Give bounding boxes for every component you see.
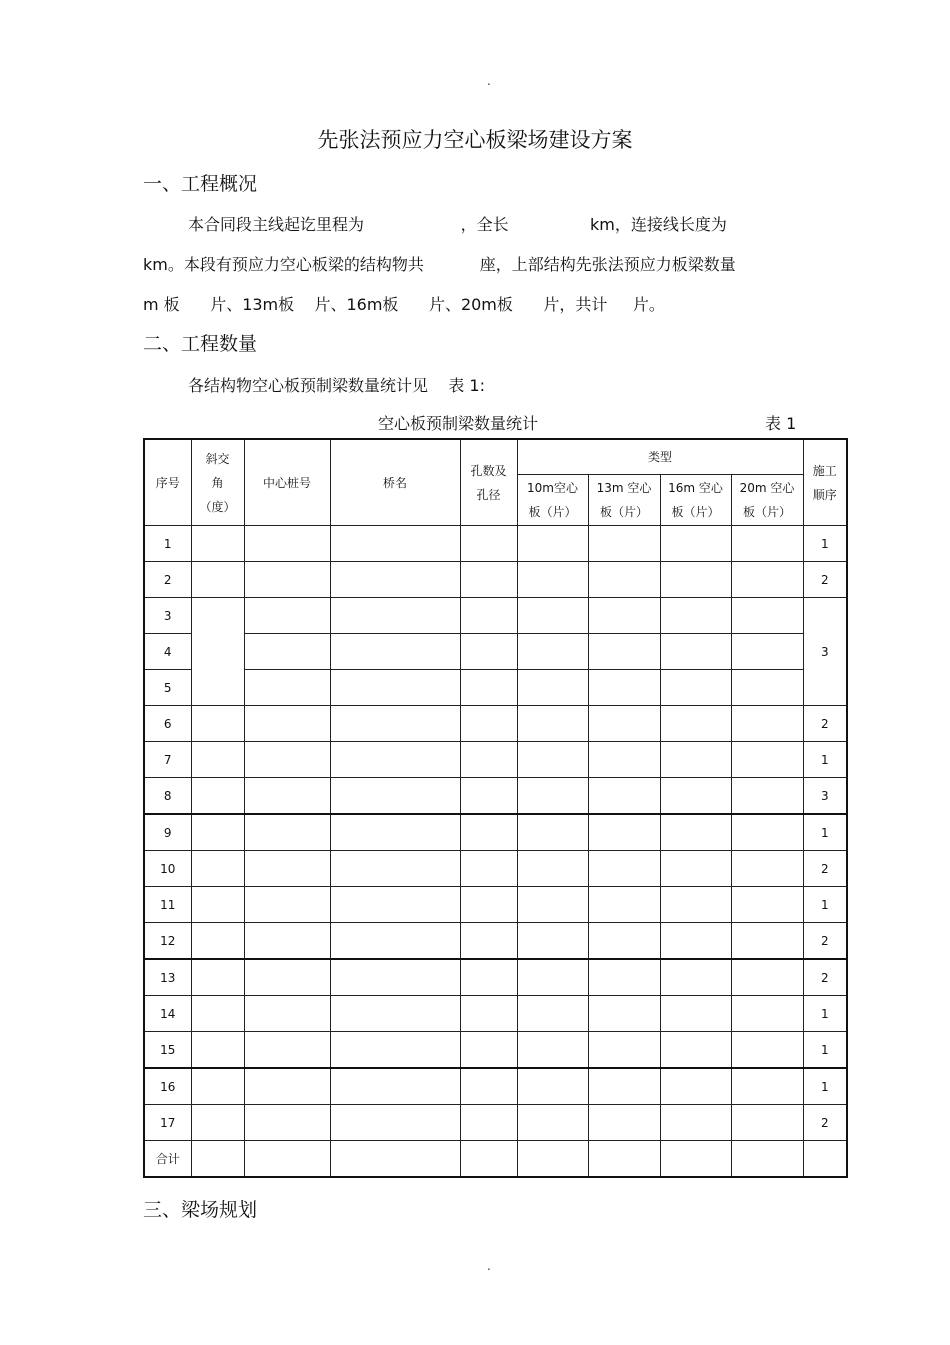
cell-span — [460, 851, 517, 887]
cell-20m — [731, 923, 803, 960]
cell-13m — [588, 778, 660, 815]
cell-stake — [244, 887, 330, 923]
cell-span — [460, 742, 517, 778]
cell-bridge — [330, 670, 460, 706]
table-row — [144, 814, 847, 851]
cell-stake — [244, 1032, 330, 1069]
cell-16m — [660, 814, 731, 851]
header-type-13m — [588, 475, 660, 526]
cell-order: 2 — [803, 706, 847, 742]
cell-angle — [191, 959, 244, 996]
cell-20m — [731, 598, 803, 634]
cell-total — [660, 1141, 731, 1178]
cell-span — [460, 778, 517, 815]
cell-angle — [191, 923, 244, 960]
cell-seq: 14 — [144, 996, 191, 1032]
cell-20m — [731, 814, 803, 851]
cell-10m — [517, 1068, 588, 1105]
cell-span — [460, 1105, 517, 1141]
cell-13m — [588, 706, 660, 742]
cell-seq: 16 — [144, 1068, 191, 1105]
cell-order: 2 — [803, 959, 847, 996]
cell-13m — [588, 598, 660, 634]
cell-bridge — [330, 598, 460, 634]
cell-20m — [731, 851, 803, 887]
cell-total — [330, 1141, 460, 1178]
cell-stake — [244, 923, 330, 960]
cell-stake — [244, 706, 330, 742]
cell-angle — [191, 562, 244, 598]
cell-16m — [660, 887, 731, 923]
cell-span — [460, 706, 517, 742]
cell-span — [460, 1032, 517, 1069]
cell-angle — [191, 598, 244, 706]
overview-line-2: km。本段有预应力空心板梁的结构物共 座，上部结构先张法预应力板梁数量 — [143, 255, 736, 274]
cell-10m — [517, 1105, 588, 1141]
cell-stake — [244, 526, 330, 562]
cell-stake — [244, 778, 330, 815]
cell-16m — [660, 670, 731, 706]
table-header-row — [144, 439, 847, 475]
header-10m-line-2: 板（片） — [528, 505, 577, 519]
cell-16m — [660, 851, 731, 887]
cell-bridge — [330, 562, 460, 598]
cell-bridge — [330, 887, 460, 923]
overview-line-1: 本合同段主线起讫里程为 ，全长 km，连接线长度为 — [188, 215, 727, 234]
cell-order: 1 — [803, 1032, 847, 1069]
cell-seq: 7 — [144, 742, 191, 778]
cell-span — [460, 526, 517, 562]
cell-stake — [244, 996, 330, 1032]
header-type-20m — [731, 475, 803, 526]
section-heading-quantity: 二、工程数量 — [143, 333, 258, 355]
cell-bridge — [330, 742, 460, 778]
header-20m-line-2: 板（片） — [743, 505, 792, 519]
cell-total — [460, 1141, 517, 1178]
cell-span — [460, 923, 517, 960]
cell-total — [588, 1141, 660, 1178]
cell-bridge — [330, 634, 460, 670]
cell-stake — [244, 634, 330, 670]
header-angle-line-1: 斜交 — [205, 451, 230, 466]
cell-20m — [731, 742, 803, 778]
cell-span — [460, 996, 517, 1032]
cell-10m — [517, 996, 588, 1032]
cell-seq: 10 — [144, 851, 191, 887]
cell-10m — [517, 598, 588, 634]
cell-seq: 4 — [144, 634, 191, 670]
cell-seq: 3 — [144, 598, 191, 634]
cell-10m — [517, 814, 588, 851]
cell-stake — [244, 851, 330, 887]
table-caption: 空心板预制梁数量统计 — [378, 414, 539, 433]
section-heading-overview: 一、工程概况 — [143, 173, 258, 195]
document-title: 先张法预应力空心板梁场建设方案 — [317, 128, 633, 152]
cell-10m — [517, 562, 588, 598]
cell-13m — [588, 1032, 660, 1069]
cell-16m — [660, 996, 731, 1032]
cell-angle — [191, 1032, 244, 1069]
table-row — [144, 923, 847, 960]
cell-10m — [517, 923, 588, 960]
header-angle-line-3: （度） — [199, 499, 236, 514]
cell-total — [517, 1141, 588, 1178]
cell-bridge — [330, 1068, 460, 1105]
table-row — [144, 887, 847, 923]
cell-order: 2 — [803, 562, 847, 598]
cell-span — [460, 598, 517, 634]
header-seq: 序号 — [144, 439, 191, 526]
cell-stake — [244, 670, 330, 706]
cell-10m — [517, 634, 588, 670]
cell-16m — [660, 1105, 731, 1141]
header-20m-line-1: 20m 空心 — [739, 481, 795, 495]
header-13m-line-2: 板（片） — [599, 505, 648, 519]
cell-bridge — [330, 1032, 460, 1069]
cell-order: 3 — [803, 598, 847, 706]
cell-10m — [517, 670, 588, 706]
cell-13m — [588, 814, 660, 851]
cell-angle — [191, 1105, 244, 1141]
quantity-intro-line: 各结构物空心板预制梁数量统计见 表 1: — [188, 376, 486, 395]
table-row — [144, 742, 847, 778]
table-row — [144, 1105, 847, 1141]
cell-13m — [588, 562, 660, 598]
table-row — [144, 996, 847, 1032]
cell-bridge — [330, 778, 460, 815]
cell-13m — [588, 526, 660, 562]
cell-seq: 15 — [144, 1032, 191, 1069]
cell-bridge — [330, 959, 460, 996]
cell-seq: 5 — [144, 670, 191, 706]
cell-13m — [588, 887, 660, 923]
cell-total — [731, 1141, 803, 1178]
header-span-line-1: 孔数及 — [470, 463, 507, 478]
cell-16m — [660, 634, 731, 670]
cell-seq: 13 — [144, 959, 191, 996]
table-row — [144, 598, 847, 634]
table-total-row — [144, 1141, 847, 1178]
cell-16m — [660, 1068, 731, 1105]
cell-13m — [588, 996, 660, 1032]
cell-total — [803, 1141, 847, 1178]
cell-16m — [660, 598, 731, 634]
cell-bridge — [330, 923, 460, 960]
cell-total — [244, 1141, 330, 1178]
header-stake: 中心桩号 — [244, 439, 330, 526]
cell-order: 1 — [803, 1068, 847, 1105]
cell-span — [460, 634, 517, 670]
cell-20m — [731, 634, 803, 670]
table-row — [144, 1068, 847, 1105]
cell-seq: 6 — [144, 706, 191, 742]
cell-seq: 2 — [144, 562, 191, 598]
cell-seq: 1 — [144, 526, 191, 562]
header-span — [460, 439, 517, 526]
cell-13m — [588, 1105, 660, 1141]
cell-angle — [191, 887, 244, 923]
page-mark-top: . — [487, 74, 491, 88]
cell-10m — [517, 742, 588, 778]
table-row — [144, 670, 847, 706]
cell-16m — [660, 778, 731, 815]
cell-angle — [191, 742, 244, 778]
cell-20m — [731, 562, 803, 598]
cell-order: 1 — [803, 996, 847, 1032]
table-row — [144, 634, 847, 670]
cell-order: 1 — [803, 526, 847, 562]
cell-order: 1 — [803, 742, 847, 778]
header-16m-line-1: 16m 空心 — [668, 481, 723, 495]
cell-10m — [517, 1032, 588, 1069]
cell-stake — [244, 1068, 330, 1105]
cell-angle — [191, 996, 244, 1032]
cell-order: 2 — [803, 1105, 847, 1141]
cell-angle — [191, 851, 244, 887]
cell-bridge — [330, 526, 460, 562]
cell-13m — [588, 923, 660, 960]
cell-16m — [660, 742, 731, 778]
cell-stake — [244, 562, 330, 598]
cell-span — [460, 959, 517, 996]
cell-16m — [660, 1032, 731, 1069]
cell-16m — [660, 706, 731, 742]
header-order-line-2: 顺序 — [812, 487, 837, 502]
cell-span — [460, 887, 517, 923]
cell-order: 2 — [803, 923, 847, 960]
header-type-10m — [517, 475, 588, 526]
cell-bridge — [330, 996, 460, 1032]
cell-total — [191, 1141, 244, 1178]
cell-13m — [588, 959, 660, 996]
cell-13m — [588, 742, 660, 778]
cell-angle — [191, 814, 244, 851]
cell-span — [460, 1068, 517, 1105]
table-row — [144, 706, 847, 742]
cell-16m — [660, 923, 731, 960]
cell-16m — [660, 959, 731, 996]
cell-10m — [517, 887, 588, 923]
cell-10m — [517, 778, 588, 815]
cell-10m — [517, 851, 588, 887]
cell-bridge — [330, 1105, 460, 1141]
cell-10m — [517, 526, 588, 562]
cell-angle — [191, 778, 244, 815]
header-type: 类型 — [517, 439, 803, 475]
cell-bridge — [330, 814, 460, 851]
page-mark-bottom: . — [487, 1259, 491, 1273]
cell-20m — [731, 1105, 803, 1141]
cell-10m — [517, 706, 588, 742]
cell-seq: 17 — [144, 1105, 191, 1141]
table-number: 表 1 — [765, 414, 797, 433]
overview-line-3: m 板 片、13m板 片、16m板 片、20m板 片，共计 片。 — [143, 295, 665, 314]
cell-angle — [191, 706, 244, 742]
cell-span — [460, 670, 517, 706]
cell-angle — [191, 1068, 244, 1105]
header-13m-line-1: 13m 空心 — [596, 481, 652, 495]
cell-20m — [731, 887, 803, 923]
cell-20m — [731, 1068, 803, 1105]
cell-bridge — [330, 706, 460, 742]
cell-20m — [731, 959, 803, 996]
table-row — [144, 778, 847, 815]
cell-seq: 9 — [144, 814, 191, 851]
cell-order: 1 — [803, 887, 847, 923]
header-order-line-1: 施工 — [812, 463, 837, 478]
cell-10m — [517, 959, 588, 996]
header-10m-line-1: 10m空心 — [527, 481, 578, 495]
cell-order: 2 — [803, 851, 847, 887]
cell-16m — [660, 562, 731, 598]
cell-span — [460, 814, 517, 851]
table-row — [144, 526, 847, 562]
header-order — [803, 439, 847, 526]
header-angle — [191, 439, 244, 526]
cell-total-label: 合计 — [144, 1141, 191, 1178]
header-bridge: 桥名 — [330, 439, 460, 526]
table-row — [144, 1032, 847, 1069]
cell-16m — [660, 526, 731, 562]
quantity-table — [143, 438, 848, 1178]
cell-order: 3 — [803, 778, 847, 815]
cell-20m — [731, 706, 803, 742]
cell-span — [460, 562, 517, 598]
header-type-16m — [660, 475, 731, 526]
cell-seq: 8 — [144, 778, 191, 815]
cell-13m — [588, 634, 660, 670]
cell-angle — [191, 526, 244, 562]
cell-20m — [731, 778, 803, 815]
cell-stake — [244, 742, 330, 778]
cell-20m — [731, 1032, 803, 1069]
header-16m-line-2: 板（片） — [671, 505, 720, 519]
header-span-line-2: 孔径 — [476, 487, 501, 502]
section-heading-yard-plan: 三、梁场规划 — [143, 1199, 258, 1221]
cell-13m — [588, 670, 660, 706]
table-row — [144, 959, 847, 996]
cell-bridge — [330, 851, 460, 887]
table-row — [144, 851, 847, 887]
cell-stake — [244, 598, 330, 634]
cell-20m — [731, 670, 803, 706]
cell-seq: 11 — [144, 887, 191, 923]
cell-seq: 12 — [144, 923, 191, 960]
cell-20m — [731, 996, 803, 1032]
header-angle-line-2: 角 — [211, 475, 224, 490]
cell-stake — [244, 814, 330, 851]
cell-13m — [588, 1068, 660, 1105]
table-row — [144, 562, 847, 598]
cell-13m — [588, 851, 660, 887]
cell-20m — [731, 526, 803, 562]
cell-stake — [244, 959, 330, 996]
cell-stake — [244, 1105, 330, 1141]
cell-order: 1 — [803, 814, 847, 851]
